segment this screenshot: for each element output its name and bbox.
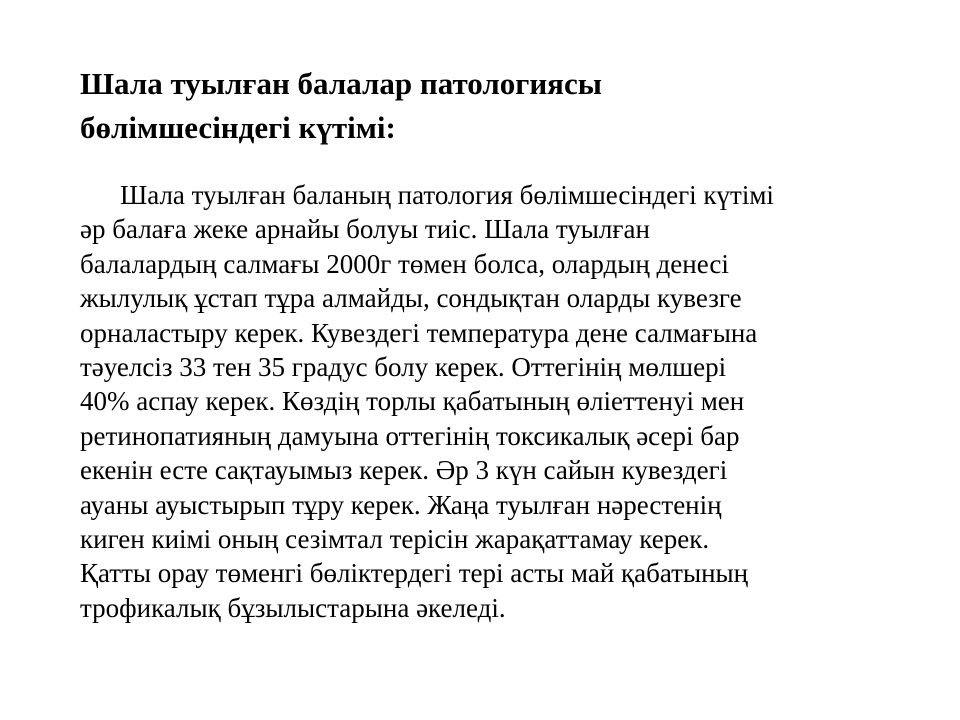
body-line: тәуелсіз 33 тен 35 градус болу керек. Оттегінің мөлшері — [80, 352, 727, 383]
body-line: балалардың салмағы 2000г төмен болса, олардың денесі — [80, 248, 729, 279]
body-line: 40% аспау керек. Көздің торлы қабатының өліеттенуі мен — [80, 386, 745, 417]
body-line: Шала туылған баланың патология бөлімшесіндегі күтімі — [120, 180, 774, 210]
slide-title — [80, 62, 900, 150]
body-line: жылулық ұстап тұра алмайды, сондықтан оларды кувезге — [80, 283, 742, 314]
body-line: Қатты орау төменгі бөліктердегі тері асты май қабатының — [80, 558, 749, 589]
body-line: екенін есте сақтауымыз керек. Әр 3 күн сайын кувездегі — [80, 455, 728, 486]
body-line: әр балаға жеке арнайы болуы тиіс. Шала туылған — [80, 214, 650, 245]
slide-title-line: Шала туылған балалар патологиясы — [80, 66, 602, 101]
body-line: орналастыру керек. Кувездегі температура дене салмағына — [80, 317, 758, 348]
slide-title-line: бөлімшесіндегі күтімі: — [80, 110, 396, 145]
body-line: трофикалық бұзылыстарына әкеледі. — [80, 592, 506, 623]
body-line: ауаны ауыстырып тұру керек. Жаңа туылған нәрестенің — [80, 489, 722, 520]
body-line: киген киімі оның сезімтал терісін жарақаттамау керек. — [80, 524, 710, 555]
slide-body-text — [80, 178, 900, 625]
body-line: ретинопатияның дамуына оттегінің токсикалық әсері бар — [80, 420, 740, 451]
